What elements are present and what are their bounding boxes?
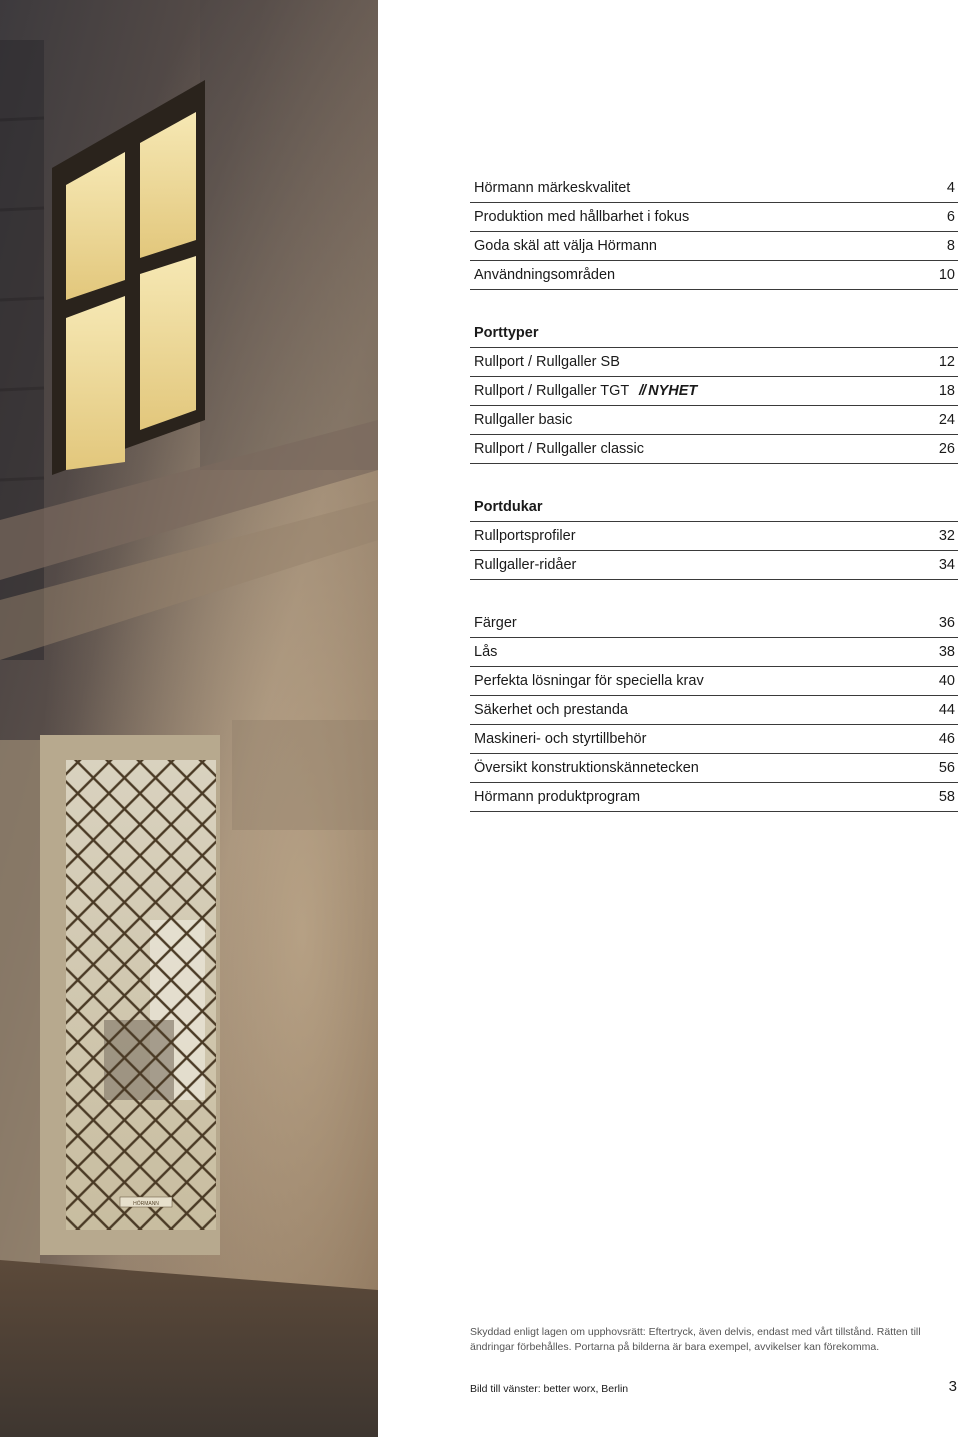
- toc-label: Användningsområden: [474, 267, 616, 283]
- shop-window: [40, 735, 220, 1255]
- toc-page: 36: [938, 615, 955, 631]
- photo-caption: Bild till vänster: better worx, Berlin: [470, 1383, 629, 1395]
- toc-label: Rullport / Rullgaller classic: [474, 441, 645, 457]
- toc-row[interactable]: [470, 377, 958, 406]
- toc-label: Säkerhet och prestanda: [474, 702, 628, 718]
- toc-row[interactable]: [470, 203, 958, 232]
- toc-label: Färger: [474, 615, 517, 631]
- toc-page: 34: [938, 557, 955, 573]
- toc-label: Rullport / Rullgaller TGT: [474, 383, 629, 399]
- toc-row[interactable]: [470, 783, 958, 812]
- toc-section-heading: [470, 493, 958, 522]
- toc-page: 4: [946, 180, 955, 196]
- sidewalk: [0, 1260, 378, 1437]
- toc-page: 44: [938, 702, 955, 718]
- toc-page: 32: [938, 528, 955, 544]
- toc-label: Produktion med hållbarhet i fokus: [474, 209, 690, 225]
- facade-photo: [0, 0, 378, 1437]
- toc-label: Maskineri- och styrtillbehör: [474, 731, 647, 747]
- pilaster: [0, 740, 40, 1300]
- toc-row[interactable]: [470, 638, 958, 667]
- new-badge: [639, 383, 697, 399]
- toc-label: Hörmann produktprogram: [474, 789, 641, 805]
- toc-heading-label: Porttyper: [474, 325, 539, 341]
- toc-row[interactable]: [470, 667, 958, 696]
- facade-illustration: [0, 0, 378, 1437]
- new-badge-text: NYHET: [648, 383, 698, 399]
- toc-page: 24: [938, 412, 955, 428]
- shop-sign: HÖRMANN: [133, 1201, 159, 1207]
- toc-label: Perfekta lösningar för speciella krav: [474, 673, 704, 689]
- table-of-contents: [470, 174, 958, 812]
- toc-page: 12: [938, 354, 955, 370]
- toc-row[interactable]: [470, 522, 958, 551]
- toc-row[interactable]: [470, 696, 958, 725]
- toc-row[interactable]: [470, 551, 958, 580]
- toc-page: 26: [938, 441, 955, 457]
- toc-page: 38: [938, 644, 955, 660]
- toc-label: Rullgaller basic: [474, 412, 573, 428]
- toc-label: Översikt konstruktionskännetecken: [474, 760, 699, 776]
- toc-row[interactable]: [470, 232, 958, 261]
- toc-row[interactable]: [470, 609, 958, 638]
- toc-spacer: [470, 464, 958, 493]
- toc-page: 58: [938, 789, 955, 805]
- toc-page: 6: [946, 209, 955, 225]
- toc-label: Rullgaller-ridåer: [474, 557, 577, 573]
- toc-row[interactable]: [470, 348, 958, 377]
- toc-heading-label: Portdukar: [474, 499, 543, 515]
- page-number: 3: [948, 1378, 957, 1395]
- toc-label: Goda skäl att välja Hörmann: [474, 238, 657, 254]
- toc-row[interactable]: [470, 754, 958, 783]
- toc-page: 40: [938, 673, 955, 689]
- toc-row[interactable]: [470, 725, 958, 754]
- toc-label: Rullport / Rullgaller SB: [474, 354, 620, 370]
- toc-row[interactable]: [470, 406, 958, 435]
- toc-spacer: [470, 580, 958, 609]
- copyright-notice: Skyddad enligt lagen om upphovsrätt: Eftertryck, även delvis, endast med vårt tillstånd. Rätten till ändringar förbehålles. Portarna på bilderna är bara exempel, avvikelser kan förekomma.: [470, 1326, 921, 1353]
- toc-page: 56: [938, 760, 955, 776]
- toc-label-with-badge: [474, 383, 697, 399]
- toc-spacer: [470, 290, 958, 319]
- toc-page: 46: [938, 731, 955, 747]
- toc-row[interactable]: [470, 261, 958, 290]
- toc-label: Lås: [474, 644, 498, 660]
- toc-page: 18: [938, 383, 955, 399]
- roller-grille: [66, 760, 216, 1230]
- toc-section-heading: [470, 319, 958, 348]
- toc-label: Rullportsprofiler: [474, 528, 576, 544]
- toc-label: Hörmann märkeskvalitet: [474, 180, 631, 196]
- new-badge-marks: //: [639, 383, 646, 399]
- toc-row[interactable]: [470, 174, 958, 203]
- wall-panel: [232, 720, 378, 830]
- toc-page: 8: [946, 238, 955, 254]
- toc-row[interactable]: [470, 435, 958, 464]
- toc-page: 10: [938, 267, 955, 283]
